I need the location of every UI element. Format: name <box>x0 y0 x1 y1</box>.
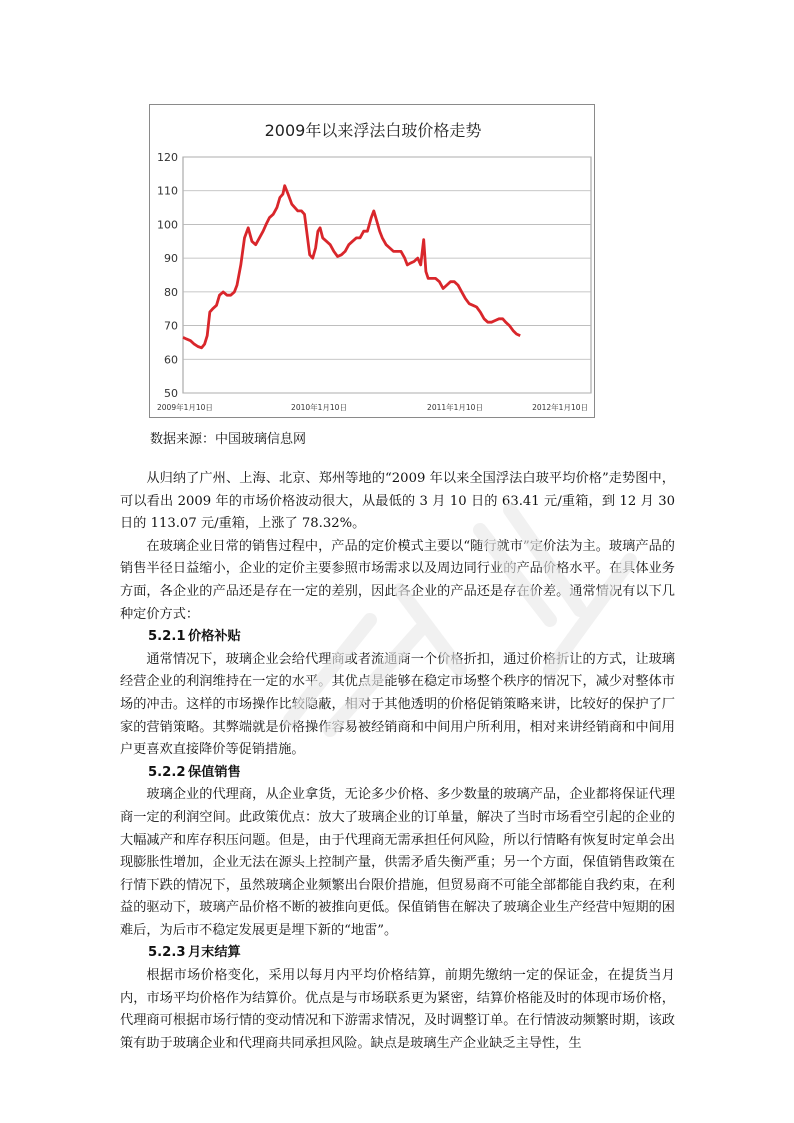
section-number: 5.2.2 <box>148 764 186 780</box>
x-tick-label: 2012年1月10日 <box>532 403 588 412</box>
price-series-line <box>183 186 520 348</box>
section-title: 月末结算 <box>188 945 241 961</box>
paragraph-4: 玻璃企业的代理商，从企业拿货，无论多少价格、多少数量的玻璃产品，企业都将保证代理商一定的利润空间。此政策优点：放大了玻璃企业的订单量，解决了当时市场看空引起的企业的大幅减产和库存积压问题。但是，由于代理商无需承担任何风险，所以行情略有恢复时定单会出现膨胀性增加，企业无法在源头上控制产量，供需矛盾失衡严重；另一个方面，保值销售政策在行情下跌的情况下，虽然玻璃企业频繁出台限价措施，但贸易商不可能全部都能自我约束，在利益的驱动下，玻璃产品价格不断的被推向更低。保值销售在解决了玻璃企业生产经营中短期的困难后，为后市不稳定发展更是埋下新的“地雷”。 <box>120 787 675 938</box>
chart-title: 2009年以来浮法白玻价格走势 <box>264 121 482 140</box>
y-tick-label: 80 <box>164 285 178 299</box>
chart-svg <box>150 105 596 419</box>
price-trend-chart <box>149 104 595 418</box>
y-tick-label: 120 <box>157 151 178 164</box>
x-tick-label: 2010年1月10日 <box>291 403 347 412</box>
paragraph-3: 通常情况下，玻璃企业会给代理商或者流通商一个价格折扣，通过价格折让的方式，让玻璃经营企业的利润维持在一定的水平。其优点是能够在稳定市场整个秩序的情况下，减少对整体市场的冲击。这样的市场操作比较隐蔽，相对于其他透明的价格促销策略来讲，比较好的保护了厂家的营销策略。其弊端就是价格操作容易被经销商和中间用户所利用，相对来讲经销商和中间用户更喜欢直接降价等促销措施。 <box>120 651 675 758</box>
chart-caption: 数据来源：中国玻璃信息网 <box>150 432 307 447</box>
y-tick-label: 90 <box>164 252 178 266</box>
plot-frame <box>183 157 591 393</box>
section-number: 5.2.1 <box>148 629 186 645</box>
paragraph-5: 根据市场价格变化，采用以每月内平均价格结算，前期先缴纳一定的保证金，在提货当月内，市场平均价格作为结算价。优点是与市场联系更为紧密，结算价格能及时的体现市场价格，代理商可根据市场行情的变动情况和下游需求情况，及时调整订单。在行情波动频繁时期，该政策有助于玻璃企业和代理商共同承担风险。缺点是玻璃生产企业缺乏主导性，生 <box>120 968 675 1051</box>
section-title: 保值销售 <box>188 764 241 780</box>
y-tick-label: 50 <box>164 387 178 400</box>
x-tick-label: 2011年1月10日 <box>427 403 483 412</box>
section-number: 5.2.3 <box>148 945 186 961</box>
section-heading-5-2-1 <box>120 626 675 649</box>
x-tick-label: 2009年1月10日 <box>157 403 213 412</box>
document-body <box>120 468 675 1055</box>
y-tick-label: 110 <box>157 184 178 198</box>
section-heading-5-2-3 <box>120 942 675 965</box>
section-title: 价格补贴 <box>188 629 241 645</box>
section-heading-5-2-2 <box>120 762 675 785</box>
paragraph-1: 从归纳了广州、上海、北京、郑州等地的“2009 年以来全国浮法白玻平均价格”走势图中，可以看出 2009 年的市场价格波动很大，从最低的 3 月 10 日的 63.41 元/重箱，到 12 月 30 日的 113.07 元/重箱，上涨了 78.32%。 <box>120 471 675 532</box>
y-tick-label: 100 <box>157 218 178 232</box>
y-tick-label: 60 <box>164 353 178 367</box>
paragraph-2: 在玻璃企业日常的销售过程中，产品的定价模式主要以“随行就市”定价法为主。玻璃产品的销售半径日益缩小，企业的定价主要参照市场需求以及周边同行业的产品价格水平。在具体业务方面，各企业的产品还是存在一定的差别，因此各企业的产品还是存在价差。通常情况有以下几种定价方式： <box>120 538 675 622</box>
y-tick-label: 70 <box>164 319 178 333</box>
